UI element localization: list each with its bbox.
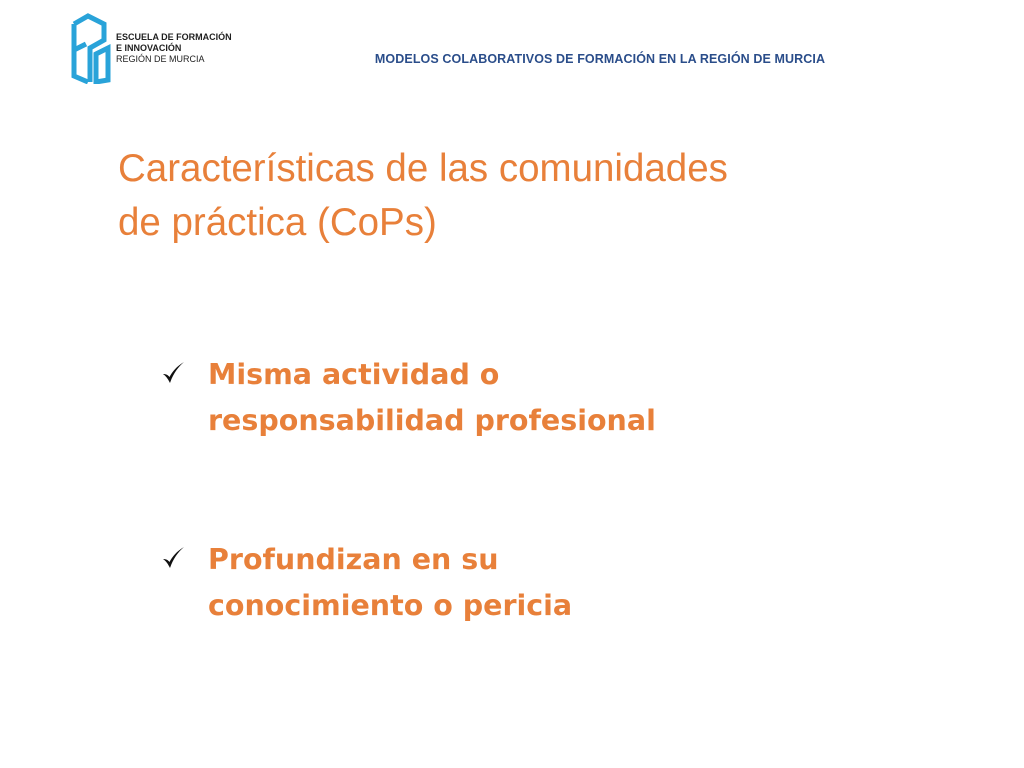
bullet-item — [160, 352, 860, 444]
bullet-item — [160, 537, 860, 629]
bullet-list — [160, 352, 860, 629]
header-title: MODELOS COLABORATIVOS DE FORMACIÓN EN LA REGIÓN DE MURCIA — [374, 52, 826, 66]
logo-line-2: E INNOVACIÓN — [116, 42, 182, 53]
bullet-text — [208, 352, 656, 444]
slide-title — [118, 142, 898, 250]
bullet-text — [208, 537, 572, 629]
checkmark-icon — [160, 545, 186, 571]
slide-title-line-1: Características de las comunidades — [118, 147, 728, 190]
logo-mark-icon — [68, 10, 112, 84]
logo-line-1: ESCUELA DE FORMACIÓN — [116, 31, 232, 42]
bullet-line-1: Misma actividad o — [208, 358, 500, 391]
slide-title-line-2: de práctica (CoPs) — [118, 201, 437, 244]
bullet-line-2: responsabilidad profesional — [208, 404, 656, 437]
logo-line-3: REGIÓN DE MURCIA — [116, 53, 205, 64]
logo — [68, 10, 232, 84]
bullet-line-2: conocimiento o pericia — [208, 589, 573, 622]
bullet-line-1: Profundizan en su — [208, 543, 499, 576]
checkmark-icon — [160, 360, 186, 386]
